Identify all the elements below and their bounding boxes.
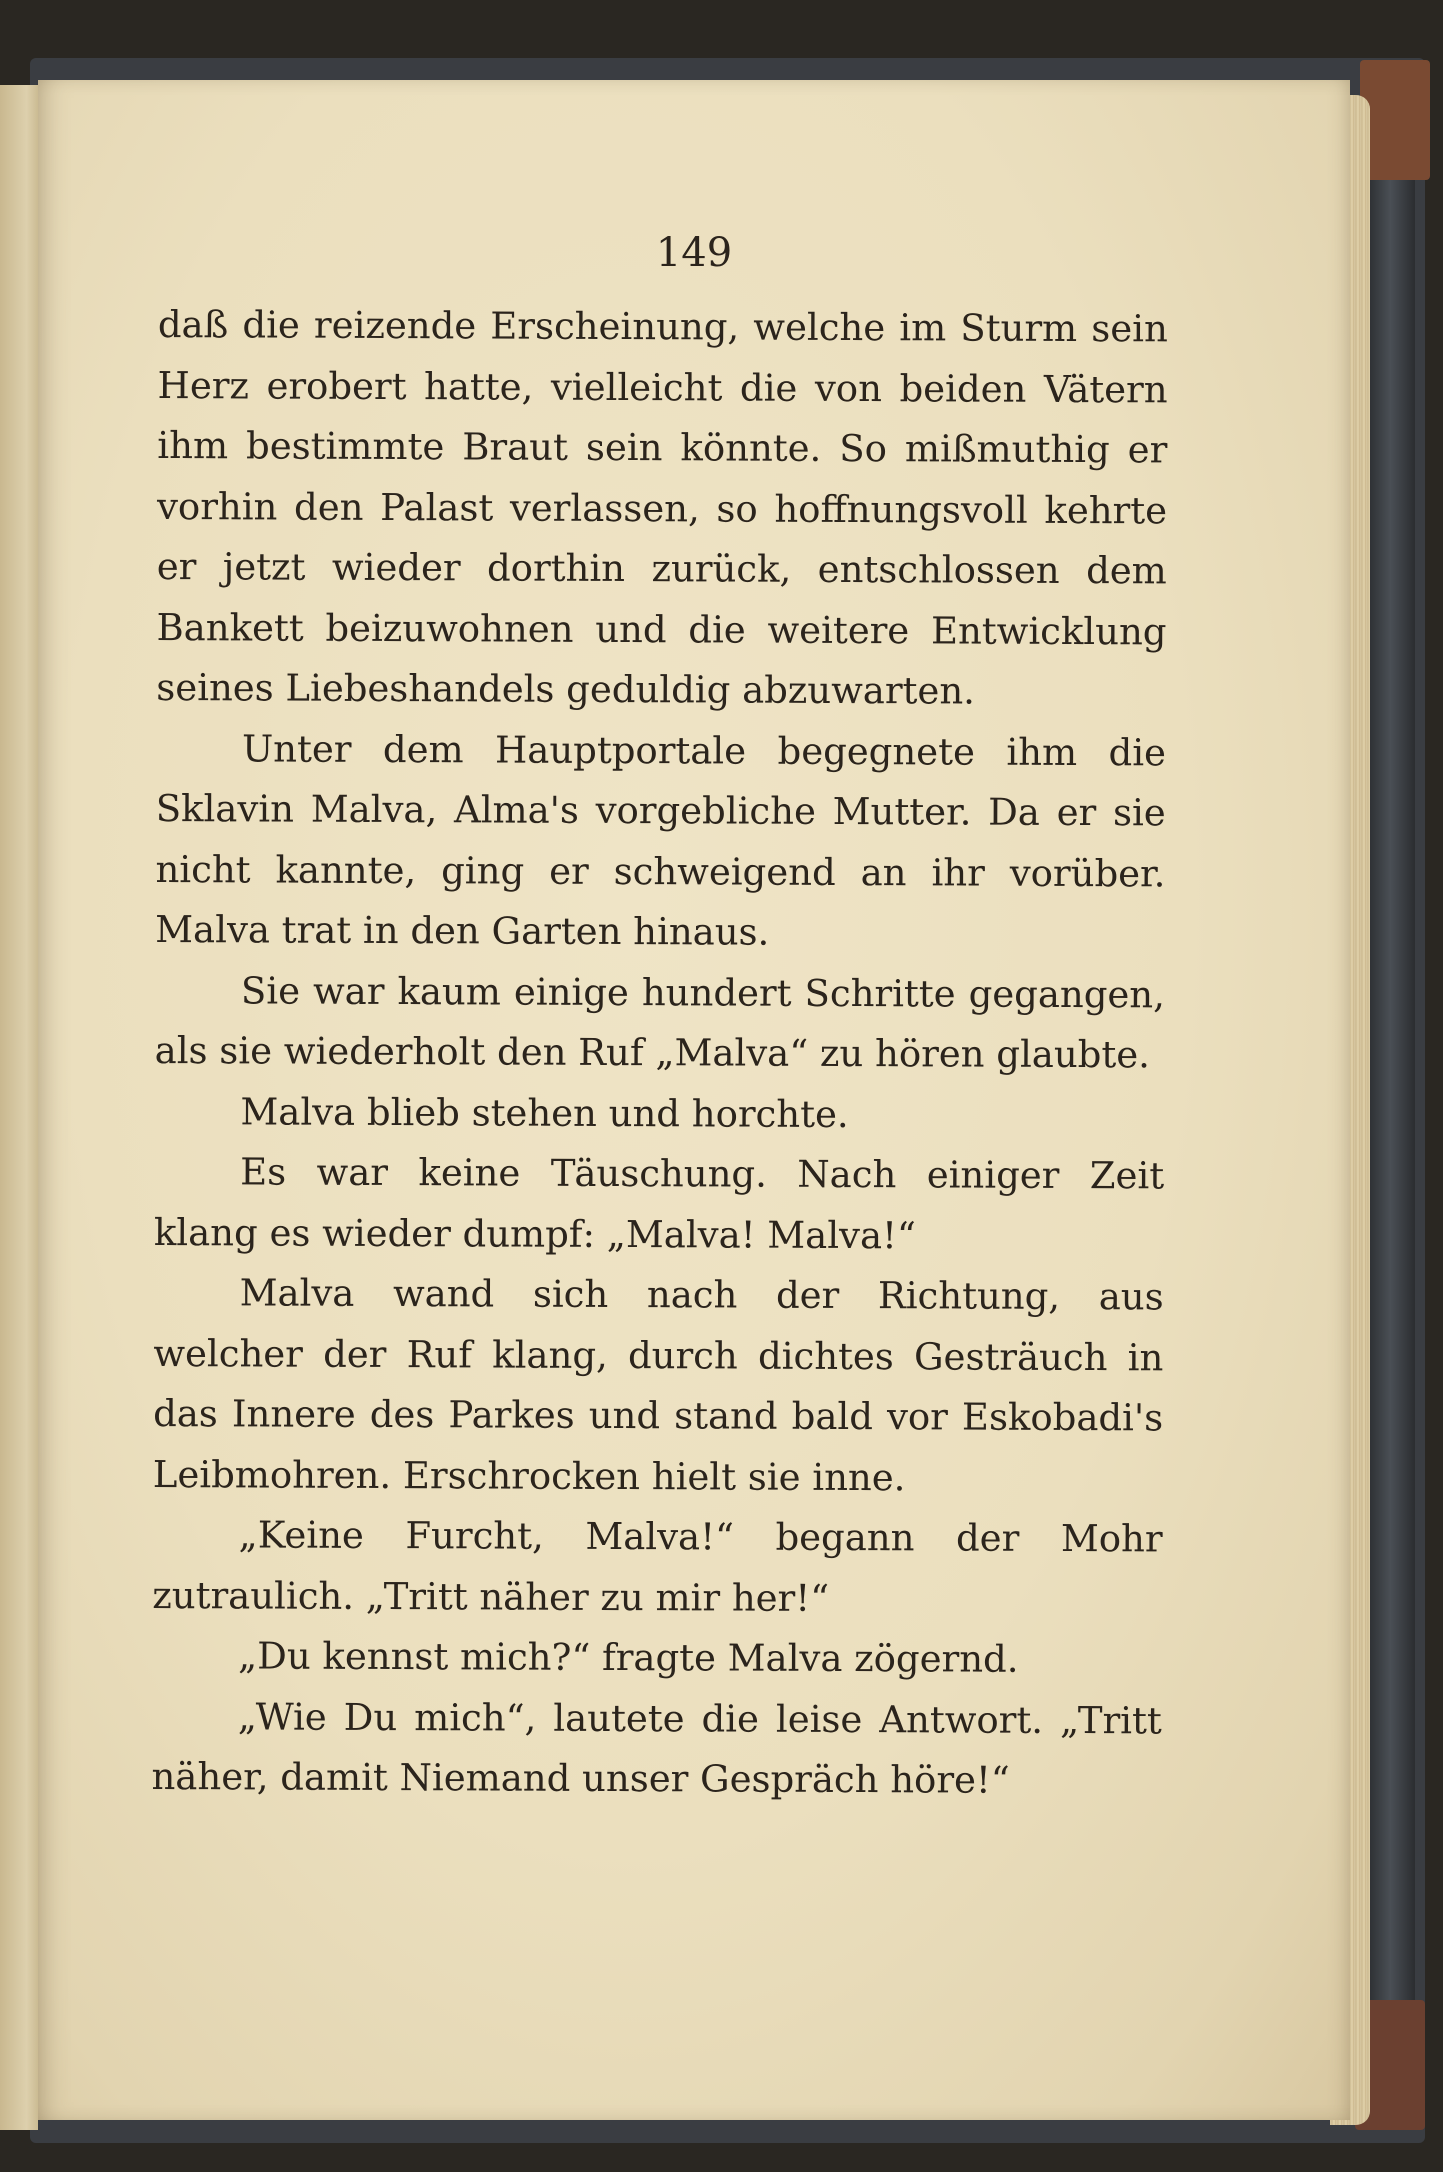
paragraph: daß die reizende Erscheinung, welche im Sturm sein Herz erobert hatte, vielleicht die von beiden Vätern ihm bestimmte Braut sein könnte. So mißmuthig er vorhin den Palast verlassen, so hoffnungsvoll kehrte er jetzt wieder dorthin zurück, entschlossen dem Bankett beizuwohnen und die weitere Entwicklung seines Liebeshandels geduldig abzuwarten.	[156, 302, 1168, 713]
paragraph: Es war keine Täuschung. Nach einiger Zeit klang es wieder dumpf: „Malva! Malva!“	[153, 1150, 1165, 1257]
paragraph: „Keine Furcht, Malva!“ begann der Mohr zutraulich. „Tritt näher zu mir her!“	[152, 1513, 1163, 1620]
paragraph: Sie war kaum einige hundert Schritte gegangen, als sie wiederholt den Ruf „Malva“ zu hören glaubte.	[154, 968, 1166, 1077]
leather-corner-top	[1360, 60, 1430, 180]
paragraph: Malva blieb stehen und horchte.	[240, 1089, 849, 1136]
paragraph: Malva wand sich nach der Richtung, aus welcher der Ruf klang, durch dichtes Gesträuch in das Innere des Parkes und stand bald vor Eskobadi's Leibmohren. Erschrocken hielt sie inne.	[152, 1271, 1164, 1499]
book-page	[38, 80, 1350, 2120]
paragraph: „Du kennst mich?“ fragte Malva zögernd.	[237, 1634, 1019, 1681]
previous-page-edge	[0, 85, 38, 2130]
paragraph: „Wie Du mich“, lautete die leise Antwort. „Tritt näher, damit Niemand unser Gespräch höre!“	[151, 1694, 1162, 1802]
book-spine-edge	[1370, 70, 1415, 2120]
paragraph: Unter dem Hauptportale begegnete ihm die Sklavin Malva, Alma's vorgebliche Mutter. Da er sie nicht kannte, ging er schweigend an ihr vorüber. Malva trat in den Garten hinaus.	[155, 726, 1167, 954]
page-number: 149	[655, 230, 733, 276]
body-text	[151, 295, 1168, 1812]
